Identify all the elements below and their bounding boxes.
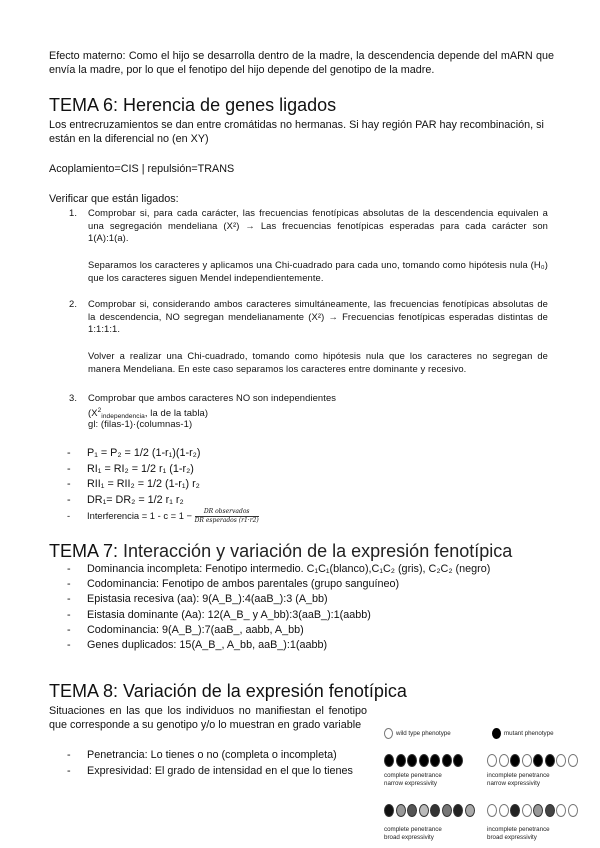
- phenotype-circle: [453, 804, 463, 817]
- intro-paragraph: Efecto materno: Como el hijo se desarrolla dentro de la madre, la descendencia depende del mARN que envía la madre, por lo que el fenotipo del hijo depende del genotipo de la madre.: [49, 50, 554, 76]
- tema8-paragraph: Situaciones en las que los individuos no manifiestan el fenotipo que corresponde a su genotipo y/o lo muestran en grado variable: [49, 705, 367, 731]
- phenotype-circle: [442, 804, 452, 817]
- phenotype-circle: [487, 754, 497, 767]
- phenotype-circle: [522, 804, 532, 817]
- phenotype-circle: [533, 804, 543, 817]
- phenotype-circle: [384, 754, 394, 767]
- legend-wild-label: wild type phenotype: [396, 730, 451, 737]
- phenotype-circle: [396, 804, 406, 817]
- phenotype-circle: [510, 804, 520, 817]
- tema6-paragraph-2: Acoplamiento=CIS | repulsión=TRANS: [49, 163, 235, 175]
- interference-label: Interferencia = 1 - c = 1 −: [87, 510, 193, 521]
- phenotype-circle: [465, 804, 475, 817]
- wild-type-legend-icon: [384, 728, 393, 739]
- caption-incomplete-broad: incomplete penetrance broad expressivity: [487, 826, 550, 841]
- phenotype-circle: [419, 754, 429, 767]
- phenotype-circle: [499, 754, 509, 767]
- tema7-title: TEMA 7: Interacción y variación de la expresión fenotípica: [49, 541, 513, 561]
- tema6-paragraph-3: Verificar que están ligados:: [49, 193, 179, 205]
- phenotype-circle: [556, 804, 566, 817]
- tema6-title: TEMA 6: Herencia de genes ligados: [49, 95, 337, 115]
- phenotype-circle: [419, 804, 429, 817]
- step-2-text: Comprobar si, considerando ambos caracteres simultáneamente, las frecuencias fenotípicas absolutas de la descendencia, NO segregan mendelianamente (X²) → Frecuencias fenotípicas esperadas distintas de 1:1:1:1.: [88, 298, 548, 335]
- phenotype-circle: [442, 754, 452, 767]
- phenotype-circle: [487, 804, 497, 817]
- phenotype-circle: [510, 754, 520, 767]
- caption-incomplete-narrow: incomplete penetrance narrow expressivity: [487, 772, 550, 787]
- chi-sub: independencia: [101, 413, 145, 420]
- caption-complete-broad: complete penetrance broad expressivity: [384, 826, 442, 841]
- phenotype-circle: [522, 754, 532, 767]
- phenotype-circle: [568, 754, 578, 767]
- caption-complete-narrow: complete penetrance narrow expressivity: [384, 772, 442, 787]
- step-3-gl: gl: (filas-1)·(columnas-1): [88, 418, 193, 429]
- tema8-title: TEMA 8: Variación de la expresión fenotípica: [49, 681, 407, 701]
- mutant-legend-icon: [492, 728, 501, 739]
- phenotype-circle: [407, 804, 417, 817]
- tema6-paragraph-1: Los entrecruzamientos se dan entre cromátidas no hermanas. Si hay región PAR hay recombinación, si están en la diferencial no (en XY): [49, 119, 544, 145]
- phenotype-circle: [545, 804, 555, 817]
- phenotype-circle: [407, 754, 417, 767]
- phenotype-circle: [556, 754, 566, 767]
- chi-suffix: , la de la tabla): [144, 407, 209, 418]
- step-3-number: 3.: [69, 392, 78, 403]
- phenotype-circle: [499, 804, 509, 817]
- phenotype-circle: [533, 754, 543, 767]
- step-1-number: 1.: [69, 207, 78, 218]
- phenotype-circle: [396, 754, 406, 767]
- chi-prefix: (X: [88, 407, 98, 418]
- phenotype-circle: [568, 804, 578, 817]
- chi-sup: 2: [97, 407, 102, 414]
- phenotype-circle: [453, 754, 463, 767]
- interference-fraction: $\frac{\text{DR observados}}{\text{DR esperados (r1·r2)}}$: [194, 508, 259, 525]
- legend-mutant-label: mutant phenotype: [504, 730, 554, 737]
- step-2-detail: Volver a realizar una Chi-cuadrado, tomando como hipótesis nula que los caracteres no segregan de manera Mendeliana. En este caso separamos los caracteres entre dominante y recesivo.: [88, 350, 548, 374]
- penetrance-expressivity-figure: [384, 722, 584, 848]
- step-1-text: Comprobar si, para cada carácter, las frecuencias fenotípicas absolutas de la descendencia equivalen a una segregación mendeliana (X²) → Las frecuencias fenotípicas esperadas para cada carácter son 1(A):1(a).: [88, 207, 548, 244]
- phenotype-circle: [430, 804, 440, 817]
- step-2-number: 2.: [69, 298, 78, 309]
- phenotype-circle: [384, 804, 394, 817]
- step-1-detail: Separamos los caracteres y aplicamos una Chi-cuadrado para cada uno, tomando como hipótesis nula (H₀) que los caracteres siguen Mendel independientemente.: [88, 259, 548, 283]
- phenotype-circle: [545, 754, 555, 767]
- phenotype-circle: [430, 754, 440, 767]
- step-3-text: Comprobar que ambos caracteres NO son independientes: [88, 392, 337, 403]
